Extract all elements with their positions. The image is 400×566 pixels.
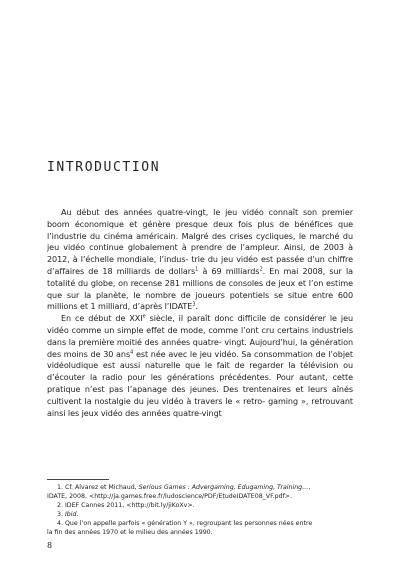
footnote-ibid: Ibid.: [64, 510, 79, 518]
page-number: 8: [47, 541, 53, 550]
footnote-text: ,: [308, 484, 311, 491]
text-line: leurs aînés cultivent la nostalgie du jeu vidéo à travers le « retro-: [47, 384, 353, 406]
footnote-text: 1. Cf. Alvarez et Michaud,: [57, 484, 139, 491]
footnote-2[interactable]: 2. IDEF Cannes 2011, <http://bit.ly/jiKoXv>.: [57, 501, 195, 509]
century-superscript: e: [142, 313, 146, 320]
text-line: Au début des années quatre-vingt, le jeu vidéo connaît son: [61, 208, 317, 217]
text-line: gaming », retrouvant ainsi les jeux vidéo des années quatre-vingt: [47, 396, 353, 418]
footnote-4-cont: la fin des années 1970 et le milieu des années 1990.: [47, 528, 213, 536]
chapter-title: INTRODUCTION: [47, 160, 161, 175]
footnote-text: 3.: [57, 510, 65, 518]
text-line: pratique n’est pas l’apanage des jeunes. Des trentenaires et: [47, 384, 304, 394]
footnote-ref[interactable]: 3: [192, 301, 196, 308]
text-line: de l’ampleur. Ainsi, de 2003 à 2012, à l’échelle mondiale, l’indus-: [47, 243, 354, 265]
footnote-divider: [47, 479, 109, 480]
footnote-ref[interactable]: 2: [259, 266, 263, 273]
footnote-3: [47, 511, 353, 520]
text-line: En ce début de XXI: [61, 314, 143, 324]
footnote-ref[interactable]: 1: [195, 266, 199, 273]
text-line: aussi naturelle que le fait de regarder la télévision ou d’écouter: [47, 361, 354, 383]
text-line: on recense 281 millions de consoles de jeux et l’on estime que: [47, 278, 353, 300]
text-line: cycliques, le marché du jeu vidéo continue globalement à prendre: [47, 231, 353, 253]
text-line: vingt. Aujourd’hui, la génération des moins de 30 ans: [47, 337, 354, 359]
text-line: la radio pour les générations précédentes. Pour autant, cette: [90, 373, 354, 383]
text-line: trie du jeu vidéo est passée d’un chiffre d’affaires de 18 milliards: [47, 255, 353, 276]
footnote-4: 4. Que l’on appelle parfois « génération Y », regroupant les personnes nées entre: [57, 519, 313, 527]
text-line: sur la planète, le nombre de joueurs potentiels se situe entre: [66, 290, 333, 300]
text-line: .: [195, 302, 198, 312]
text-line: à 69 milliards: [198, 266, 260, 276]
footnote-ref[interactable]: 4: [130, 348, 134, 355]
paragraph-2: [47, 313, 353, 419]
paragraph-1: [47, 207, 353, 313]
text-line: certains industriels dans la première moitié des années quatre-: [47, 325, 353, 347]
text-line: de dollars: [154, 266, 196, 276]
text-line: siècle, il paraît donc difficile de considérer: [145, 314, 326, 324]
text-line: 600 millions et 1 milliard, d’après l’IDATE: [47, 290, 354, 312]
footnote-1-url[interactable]: IDATE, 2008, <http://ja.games.free.fr/ludoscience/PDF/EtudeIDATE08_VF.pdf>.: [47, 492, 293, 500]
text-line: bénéfices que l’industrie du cinéma américain. Malgré des crises: [47, 219, 354, 241]
footnotes: [47, 484, 353, 537]
text-line: premier boom économique et génère presque deux fois plus de: [47, 208, 353, 229]
text-line: avec le jeu vidéo. Sa consommation de l’objet vidéoludique est: [47, 349, 353, 371]
text-line: le jeu vidéo comme un simple effet de mode, comme l’ont cru: [47, 314, 354, 335]
footnote-1: [47, 484, 353, 493]
text-line: . En mai 2008, sur la totalité du globe,: [47, 266, 354, 288]
text-line: est née: [133, 349, 166, 359]
footnote-title: Serious Games : Advergaming, Edugaming, Training…: [138, 484, 309, 491]
body-text: [47, 207, 353, 419]
